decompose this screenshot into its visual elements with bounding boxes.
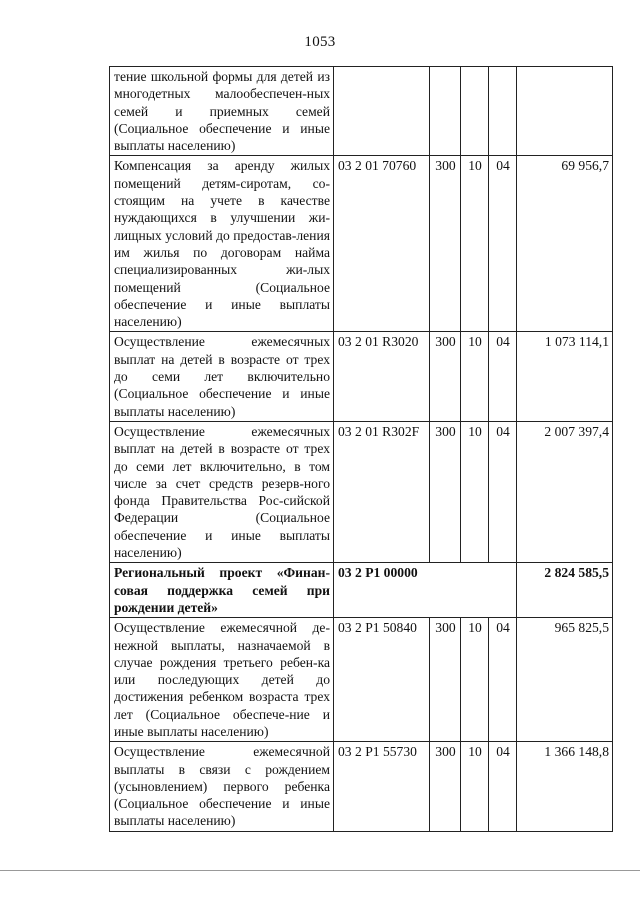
row-vr	[430, 67, 461, 156]
row-name: Осуществление ежемесячной де-нежной выплаты, назначаемой в случае рождения третьего ребен-ка или последующих детей до достижения ребенком возраста трех лет (Социальное обеспече-ние и иные выплаты населению)	[110, 618, 334, 742]
table-row-section-header	[110, 563, 613, 618]
row-sum: 965 825,5	[517, 618, 613, 742]
row-rz: 10	[461, 742, 489, 831]
row-name: Осуществление ежемесячных выплат на детей в возрасте от трех до семи лет включительно, в том числе за счет средств резерв-ного фонда Правительства Рос-сийской Федерации (Социальное обеспечение и иные выплаты населению)	[110, 421, 334, 562]
table-row	[110, 156, 613, 332]
row-vr: 300	[430, 421, 461, 562]
row-code: 03 2 Р1 00000	[334, 563, 517, 618]
row-pr: 04	[489, 742, 517, 831]
row-name: тение школьной формы для детей из многодетных малообеспечен-ных семей и приемных семей (Социальное обеспечение и иные выплаты населению)	[110, 67, 334, 156]
budget-table	[109, 66, 613, 832]
row-rz: 10	[461, 618, 489, 742]
row-pr: 04	[489, 332, 517, 421]
row-code: 03 2 Р1 50840	[334, 618, 430, 742]
table-row	[110, 742, 613, 831]
table-row	[110, 67, 613, 156]
row-rz: 10	[461, 156, 489, 332]
row-pr	[489, 67, 517, 156]
row-vr: 300	[430, 618, 461, 742]
row-name: Осуществление ежемесячной выплаты в связи с рождением (усыновлением) первого ребенка (Социальное обеспечение и иные выплаты населению)	[110, 742, 334, 831]
row-vr: 300	[430, 332, 461, 421]
row-sum: 2 824 585,5	[517, 563, 613, 618]
table-row	[110, 332, 613, 421]
row-name: Компенсация за аренду жилых помещений детям-сиротам, со-стоящим на учете в качестве нуждающихся в улучшении жи-лищных условий до предостав-ления им жилья по договорам найма специализированных жи-лых помещений (Социальное обеспечение и иные выплаты населению)	[110, 156, 334, 332]
row-sum: 1 366 148,8	[517, 742, 613, 831]
footer-divider	[0, 870, 640, 871]
row-rz: 10	[461, 421, 489, 562]
row-code: 03 2 01 R3020	[334, 332, 430, 421]
row-name: Осуществление ежемесячных выплат на детей в возрасте от трех до семи лет включительно (Социальное обеспечение и иные выплаты населению)	[110, 332, 334, 421]
row-vr: 300	[430, 156, 461, 332]
row-code: 03 2 01 R302F	[334, 421, 430, 562]
row-rz: 10	[461, 332, 489, 421]
row-pr: 04	[489, 618, 517, 742]
row-vr: 300	[430, 742, 461, 831]
row-code: 03 2 01 70760	[334, 156, 430, 332]
row-sum: 2 007 397,4	[517, 421, 613, 562]
row-sum: 1 073 114,1	[517, 332, 613, 421]
row-code	[334, 67, 430, 156]
row-rz	[461, 67, 489, 156]
row-pr: 04	[489, 156, 517, 332]
row-sum	[517, 67, 613, 156]
row-code: 03 2 Р1 55730	[334, 742, 430, 831]
row-sum: 69 956,7	[517, 156, 613, 332]
row-name: Региональный проект «Финан-совая поддержка семей при рождении детей»	[110, 563, 334, 618]
table-row	[110, 421, 613, 562]
table-row	[110, 618, 613, 742]
page-number: 1053	[304, 34, 336, 50]
row-pr: 04	[489, 421, 517, 562]
